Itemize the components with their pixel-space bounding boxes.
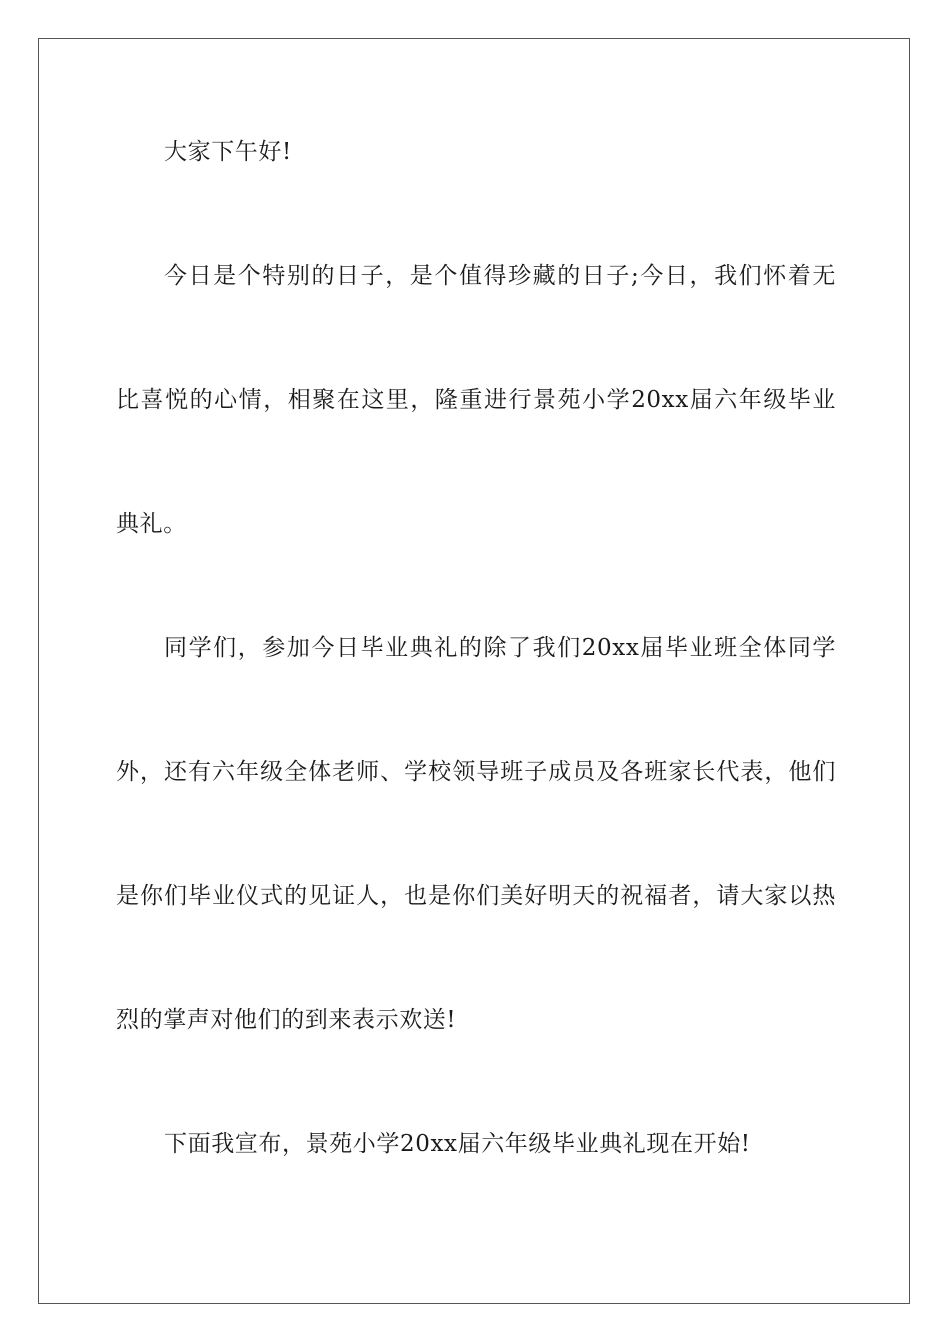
paragraph-2-line-3: 是你们毕业仪式的见证人，也是你们美好明天的祝福者，请大家以热	[116, 883, 836, 909]
paragraph-1-line-2: 比喜悦的心情，相聚在这里，隆重进行景苑小学20xx届六年级毕业	[116, 387, 836, 413]
greeting-line: 大家下午好!	[164, 139, 292, 165]
paragraph-2-line-1: 同学们，参加今日毕业典礼的除了我们20xx届毕业班全体同学	[164, 635, 836, 661]
paragraph-1-line-1: 今日是个特别的日子，是个值得珍藏的日子;今日，我们怀着无	[164, 263, 836, 289]
closing-line: 下面我宣布，景苑小学20xx届六年级毕业典礼现在开始!	[164, 1131, 751, 1157]
paragraph-1-line-3: 典礼。	[116, 511, 187, 537]
paragraph-2-line-2: 外，还有六年级全体老师、学校领导班子成员及各班家长代表，他们	[116, 759, 836, 785]
paragraph-2-line-4: 烈的掌声对他们的到来表示欢送!	[116, 1007, 457, 1033]
page-border	[38, 38, 910, 1304]
